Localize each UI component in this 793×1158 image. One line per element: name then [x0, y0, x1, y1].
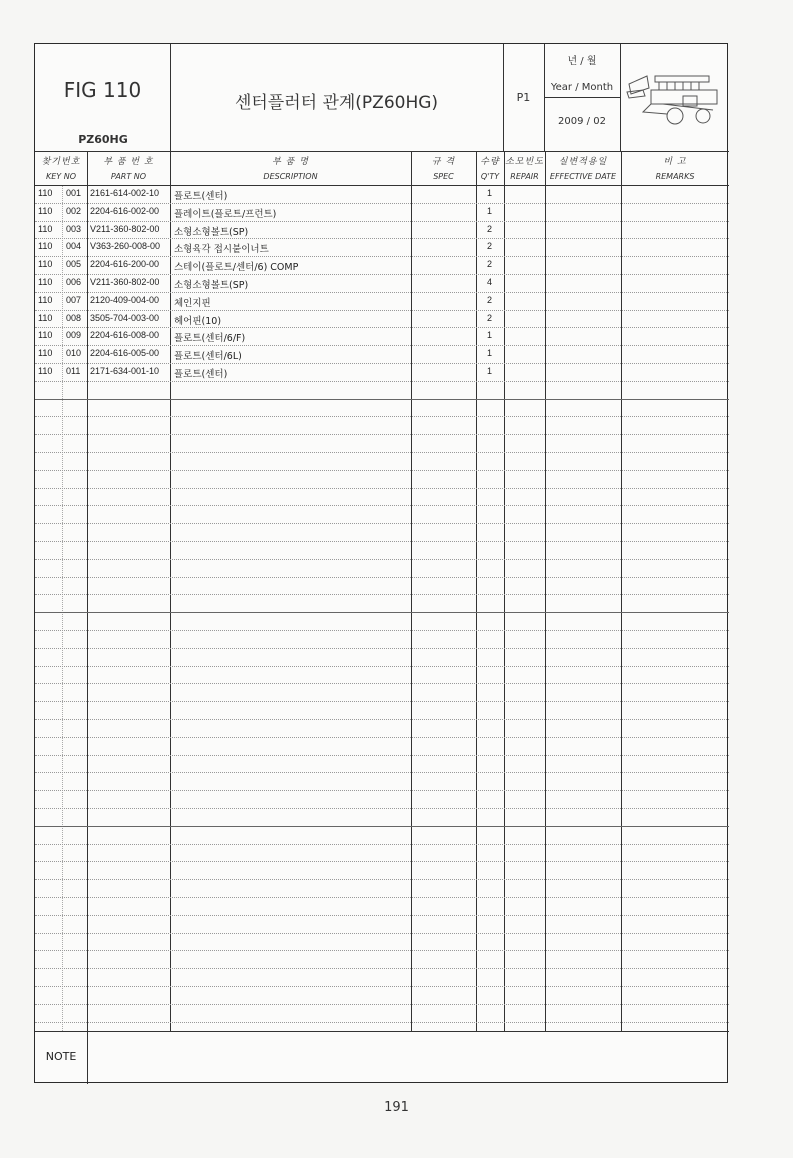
key-number-cell: 008 — [66, 312, 82, 323]
table-row — [35, 188, 729, 206]
year-month-ko: 년 / 월 — [567, 56, 597, 67]
part-number-cell: V363-260-008-00 — [90, 241, 161, 252]
column-header-ko: 실변적용일 — [558, 157, 608, 167]
table-row — [35, 277, 729, 295]
part-number-cell: 2171-634-001-10 — [90, 366, 160, 376]
quantity-cell: 2 — [487, 223, 493, 234]
table-row — [35, 348, 729, 366]
fig-number-cell: 110 — [38, 223, 53, 234]
part-number-cell: 2120-409-004-00 — [90, 294, 160, 305]
machine-illustration-icon — [623, 62, 723, 132]
key-number-cell: 002 — [66, 205, 82, 216]
description-cell: 소형육각 접시붙이너트 — [174, 244, 269, 256]
column-header-en: DESCRIPTION — [263, 172, 318, 181]
fig-number-cell: 110 — [38, 241, 53, 252]
key-number-cell: 011 — [66, 366, 81, 376]
fig-number-cell: 110 — [38, 366, 53, 376]
page-code: P1 — [516, 91, 531, 104]
description-cell: 소형소형볼트(SP) — [174, 226, 249, 238]
column-header-ko: 찾기번호 — [41, 157, 81, 167]
fig-number-cell: 110 — [38, 259, 53, 270]
table-row — [35, 206, 729, 224]
column-header-en: EFFECTIVE DATE — [549, 172, 617, 181]
page-number: 191 — [384, 1100, 409, 1115]
quantity-cell: 1 — [487, 188, 493, 198]
table-row — [35, 330, 729, 348]
column-header-ko: 수량 — [480, 157, 500, 167]
column-header-ko: 비 고 — [663, 157, 687, 167]
revision-date: 2009 / 02 — [558, 116, 606, 127]
column-header-en: Q'TY — [480, 172, 500, 181]
quantity-cell: 2 — [487, 241, 493, 252]
description-cell: 플레이트(플로트/프런트) — [174, 208, 277, 220]
table-row — [35, 259, 729, 277]
part-number-cell: V211-360-802-00 — [90, 223, 160, 234]
column-header-en: REMARKS — [655, 172, 695, 181]
description-cell: 플로트(센터/6/F) — [174, 333, 246, 345]
description-cell: 소형소형볼트(SP) — [174, 280, 249, 291]
key-number-cell: 010 — [66, 348, 82, 359]
parts-sheet — [34, 43, 728, 1083]
quantity-cell: 2 — [487, 259, 493, 270]
key-number-cell: 009 — [66, 330, 82, 341]
key-number-cell: 006 — [66, 277, 82, 287]
column-header-ko: 부 품 번 호 — [103, 157, 154, 167]
column-header-ko: 부 품 명 — [272, 157, 309, 167]
year-month-en: Year / Month — [550, 82, 614, 93]
fig-number-cell: 110 — [38, 277, 53, 287]
table-row — [35, 366, 729, 384]
fig-number-cell: 110 — [38, 205, 53, 216]
part-number-cell: 2204-616-005-00 — [90, 348, 160, 359]
quantity-cell: 2 — [487, 312, 493, 323]
part-number-cell: 2204-616-008-00 — [90, 330, 160, 341]
description-cell: 체인지핀 — [174, 297, 211, 309]
quantity-cell: 1 — [487, 366, 493, 376]
table-row — [35, 295, 729, 313]
part-number-cell: 2204-616-200-00 — [90, 259, 160, 270]
fig-label: FIG 110 — [63, 78, 142, 102]
key-number-cell: 004 — [66, 241, 82, 252]
description-cell: 헤어핀(10) — [174, 315, 222, 327]
part-number-cell: 3505-704-003-00 — [90, 312, 160, 323]
column-header-en: REPAIR — [510, 172, 539, 181]
quantity-cell: 1 — [487, 330, 493, 341]
quantity-cell: 2 — [487, 294, 493, 305]
description-cell: 스테이(플로트/센터/6) COMP — [174, 262, 299, 274]
column-header-ko: 소모빈도 — [505, 157, 544, 167]
table-row — [35, 224, 729, 242]
fig-number-cell: 110 — [38, 188, 53, 198]
part-number-cell: V211-360-802-00 — [90, 277, 160, 287]
quantity-cell: 4 — [487, 277, 493, 287]
model-label: PZ60HG — [78, 133, 128, 146]
key-number-cell: 003 — [66, 223, 82, 234]
column-header-en: KEY NO — [45, 172, 76, 181]
column-header-ko: 규 격 — [431, 157, 456, 167]
note-label: NOTE — [45, 1050, 77, 1063]
description-cell: 플로트(센터) — [174, 369, 228, 380]
description-cell: 플로트(센터) — [174, 191, 228, 202]
description-cell: 플로트(센터/6L) — [174, 351, 242, 363]
table-row — [35, 313, 729, 331]
key-number-cell: 005 — [66, 259, 82, 270]
fig-number-cell: 110 — [38, 330, 53, 341]
part-number-cell: 2161-614-002-10 — [90, 188, 160, 198]
column-header-en: PART NO — [110, 172, 147, 181]
column-header-en: SPEC — [433, 172, 454, 181]
key-number-cell: 007 — [66, 294, 82, 305]
part-number-cell: 2204-616-002-00 — [90, 205, 160, 216]
quantity-cell: 1 — [487, 348, 493, 359]
fig-number-cell: 110 — [38, 294, 53, 305]
table-row — [35, 241, 729, 259]
key-number-cell: 001 — [66, 188, 82, 198]
page-title: 센터플러터 관계(PZ60HG) — [234, 93, 439, 113]
fig-number-cell: 110 — [38, 348, 53, 359]
quantity-cell: 1 — [487, 205, 493, 216]
fig-number-cell: 110 — [38, 312, 53, 323]
